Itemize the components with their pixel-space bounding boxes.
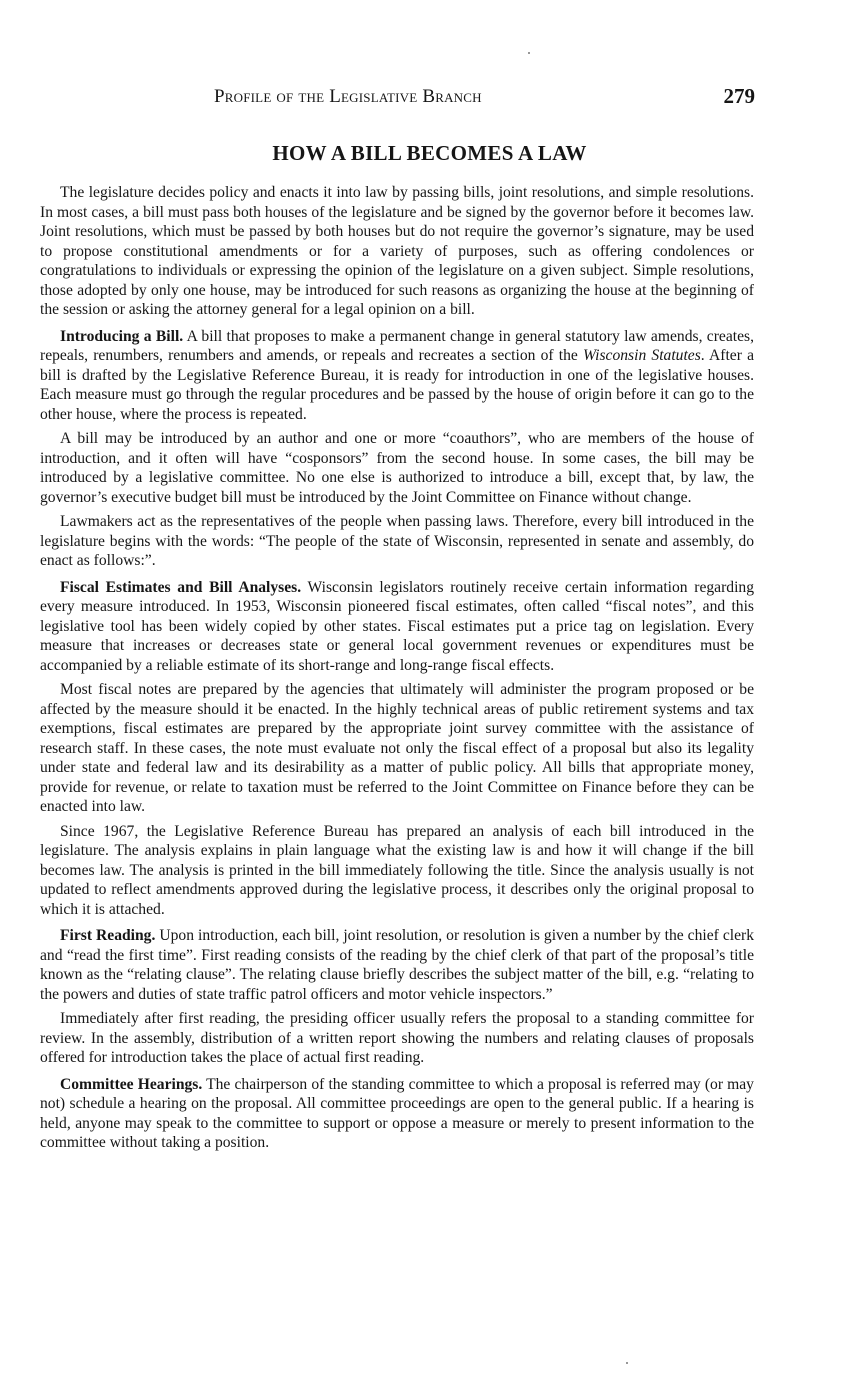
paragraph-lawmakers: Lawmakers act as the representatives of the people when passing laws. Therefore, every bill introduced in the legislature begins with the words: “The people of the state of Wisconsin, represented in senate and assembly, do enact as follows:”. (40, 513, 754, 569)
body-text (40, 183, 754, 1158)
section-heading-hearings: Committee Hearings. (60, 1075, 203, 1093)
paragraph-bill-analysis: Since 1967, the Legislative Reference Bureau has prepared an analysis of each bill introduced in the legislature. The analysis explains in plain language what the existing law is and how it will change if the bill becomes law. The analysis is printed in the bill immediately following the title. Since the analysis usually is not updated to reflect amendments approved during the legislative process, it describes only the original proposal to which it is attached. (40, 822, 754, 918)
paragraph-committee-hearings (40, 1075, 754, 1153)
paragraph-fiscal-estimates (40, 578, 754, 676)
paragraph-first-reading (40, 926, 754, 1004)
paragraph-fiscal-notes: Most fiscal notes are prepared by the agencies that ultimately will administer the program proposed or be affected by the measure should it be enacted. In the highly technical areas of public retirement systems and tax exemptions, fiscal estimates are prepared by the appropriate joint survey committee with the assistance of research staff. In these cases, the note must evaluate not only the fiscal effect of a proposal but also its legality under state and federal law and its desirability as a matter of public policy. All bills that appropriate money, provide for revenue, or relate to taxation must be referred to the Joint Committee on Finance before they can be enacted into law. (40, 681, 754, 815)
paragraph-introducing-a-bill (40, 327, 754, 425)
scan-speck (626, 1362, 628, 1364)
page-header (214, 84, 755, 112)
page-number: 279 (723, 84, 755, 108)
paragraph-text: . After a bill is drafted by the Legislative Reference Bureau, it is ready for introduction in one of the legislative houses. Each measure must go through the regular procedures and be passed by the house of origin before it can go to the other house, where the process is repeated. (40, 347, 754, 423)
running-head: Profile of the Legislative Branch (214, 86, 482, 107)
page-title: HOW A BILL BECOMES A LAW (272, 141, 587, 165)
paragraph-coauthors: A bill may be introduced by an author and one or more “coauthors”, who are members of the house of introduction, and it often will have “cosponsors” from the second house. In some cases, the bill may be introduced by a legislative committee. No one else is authorized to introduce a bill, except that, by law, the governor’s executive budget bill must be introduced by the Joint Committee on Finance without change. (40, 430, 754, 506)
section-heading-first-reading: First Reading. (60, 927, 156, 944)
paragraph-intro: The legislature decides policy and enacts it into law by passing bills, joint resolutions, and simple resolutions. In most cases, a bill must pass both houses of the legislature and be signed by the governor before it becomes law. Joint resolutions, which must be passed by both houses but do not require the governor’s signature, may be used to propose constitutional amendments or for a variety of purposes, such as offering condolences or congratulations to individuals or expressing the opinion of the legislature on a given subject. Simple resolutions, those adopted by only one house, may be introduced for such reasons as organizing the house at the beginning of the session or asking the attorney general for a legal opinion on a bill. (40, 184, 754, 318)
scan-speck (528, 52, 530, 54)
paragraph-text: A bill that proposes to make a permanent change in general statutory law amends, creates, repeals, renumbers, renumbers and amends, or repeals and recreates a section of the (40, 327, 754, 364)
paragraph-text: Wisconsin legislators routinely receive certain information regarding every measure introduced. In 1953, Wisconsin pioneered fiscal estimates, often called “fiscal notes”, and this legislative tool has been widely copied by other states. Fiscal estimates put a price tag on legislation. Every measure that increases or decreases state or general local government revenues or expenditures must be accompanied by a reliable estimate of its short-range and long-range fiscal effects. (40, 578, 755, 674)
paragraph-text: The chairperson of the standing committee to which a proposal is referred may (or may not) schedule a hearing on the proposal. All committee proceedings are open to the general public. If a hearing is held, anyone may speak to the committee to support or oppose a measure or merely to present information to the committee without taking a position. (40, 1075, 754, 1151)
statutes-title: Wisconsin Statutes (583, 347, 701, 364)
section-heading-fiscal: Fiscal Estimates and Bill Analyses. (60, 578, 302, 596)
paragraph-referral: Immediately after first reading, the presiding officer usually refers the proposal to a standing committee for review. In the assembly, distribution of a written report showing the numbers and relating clauses of proposals offered for introduction takes the place of actual first reading. (40, 1010, 754, 1066)
paragraph-text: Upon introduction, each bill, joint resolution, or resolution is given a number by the chief clerk and “read the first time”. First reading consists of the reading by the chief clerk of that part of the proposal’s title known as the “relating clause”. The relating clause briefly describes the subject matter of the bill, e.g. “relating to the powers and duties of state traffic patrol officers and motor vehicle inspectors.” (40, 927, 754, 1003)
section-heading-introducing: Introducing a Bill. (60, 327, 184, 345)
